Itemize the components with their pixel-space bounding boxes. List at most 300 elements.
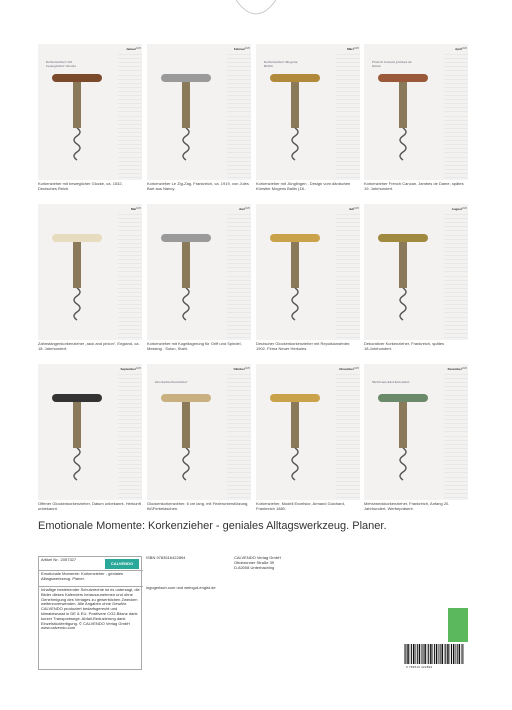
day-line bbox=[227, 161, 251, 162]
day-line bbox=[336, 116, 360, 117]
handwritten-note: French Cancan Jambes de Dame bbox=[372, 60, 412, 68]
day-line bbox=[227, 222, 251, 223]
day-line bbox=[336, 456, 360, 457]
day-line bbox=[227, 284, 251, 285]
legal-text: Inhaltige bestehender Schutzrechte ist es untersagt, die Bilder dieses Kalenders herauszunehmen und ohne Genehmigung des Verlages zu gewerblichen Zwecken weiterzuverwenden. Alle Angaben ohne Gewähr. CALVENDO produziert bedarfsgerecht und klimabewusst in DE & EU. Positivere CO2-Bilanz dank kurzer Transportwege. Abfall-Reduzierung dank Einzelstückfertigung. © CALVENDO Verlag GmbH www.calvendo.com bbox=[41, 587, 140, 631]
day-line bbox=[444, 374, 468, 375]
day-line bbox=[227, 337, 251, 338]
day-line bbox=[336, 214, 360, 215]
day-line bbox=[118, 317, 142, 318]
day-line bbox=[118, 161, 142, 162]
day-line bbox=[336, 399, 360, 400]
month-name: Juli bbox=[348, 207, 354, 211]
day-line bbox=[227, 390, 251, 391]
day-line bbox=[118, 280, 142, 281]
day-line bbox=[444, 173, 468, 174]
month-year: 2025 bbox=[244, 367, 250, 370]
day-line bbox=[336, 66, 360, 67]
day-line bbox=[444, 247, 468, 248]
day-line bbox=[118, 157, 142, 158]
recycle-badge bbox=[448, 608, 468, 642]
day-line bbox=[118, 99, 142, 100]
month-tile bbox=[364, 44, 468, 196]
day-line bbox=[336, 382, 360, 383]
day-line bbox=[118, 296, 142, 297]
day-line bbox=[227, 239, 251, 240]
day-line bbox=[444, 497, 468, 498]
day-line bbox=[336, 288, 360, 289]
day-line bbox=[444, 485, 468, 486]
day-line bbox=[444, 489, 468, 490]
day-line bbox=[444, 79, 468, 80]
day-line bbox=[444, 243, 468, 244]
month-caption: Zahnstangenkorkenzieher „rack and pinion“, England, ca. 18. Jahrhundert. bbox=[38, 341, 140, 351]
day-line bbox=[444, 390, 468, 391]
month-tile bbox=[256, 364, 360, 516]
day-line bbox=[336, 493, 360, 494]
day-line bbox=[227, 124, 251, 125]
day-line bbox=[227, 321, 251, 322]
day-line bbox=[444, 70, 468, 71]
day-line bbox=[336, 103, 360, 104]
day-line bbox=[227, 263, 251, 264]
day-line bbox=[118, 165, 142, 166]
day-line bbox=[118, 407, 142, 408]
day-line bbox=[336, 99, 360, 100]
day-line bbox=[336, 107, 360, 108]
day-line bbox=[227, 165, 251, 166]
day-line bbox=[227, 140, 251, 141]
day-line bbox=[227, 317, 251, 318]
day-line bbox=[336, 374, 360, 375]
day-line bbox=[444, 120, 468, 121]
day-line bbox=[227, 308, 251, 309]
day-line bbox=[227, 144, 251, 145]
day-line bbox=[118, 83, 142, 84]
day-line bbox=[118, 427, 142, 428]
month-year: 2025 bbox=[353, 207, 359, 210]
day-line bbox=[227, 333, 251, 334]
barcode-bar bbox=[461, 644, 462, 664]
day-line bbox=[118, 144, 142, 145]
day-line bbox=[336, 177, 360, 178]
day-line bbox=[227, 99, 251, 100]
day-column bbox=[334, 368, 360, 500]
day-line bbox=[118, 87, 142, 88]
day-line bbox=[118, 415, 142, 416]
barcode-bar bbox=[453, 644, 455, 664]
day-line bbox=[444, 124, 468, 125]
day-line bbox=[444, 419, 468, 420]
day-line bbox=[444, 271, 468, 272]
day-line bbox=[227, 83, 251, 84]
day-line bbox=[336, 378, 360, 379]
day-line bbox=[118, 456, 142, 457]
day-line bbox=[444, 75, 468, 76]
day-line bbox=[336, 239, 360, 240]
day-column bbox=[334, 208, 360, 340]
day-line bbox=[336, 419, 360, 420]
day-line bbox=[227, 247, 251, 248]
day-line bbox=[227, 329, 251, 330]
day-line bbox=[336, 58, 360, 59]
day-line bbox=[336, 218, 360, 219]
month-year: 2025 bbox=[135, 367, 141, 370]
day-line bbox=[444, 103, 468, 104]
day-line bbox=[118, 395, 142, 396]
day-line bbox=[118, 284, 142, 285]
day-line bbox=[227, 148, 251, 149]
day-line bbox=[118, 411, 142, 412]
day-line bbox=[227, 423, 251, 424]
day-line bbox=[227, 378, 251, 379]
month-name: Februar bbox=[233, 47, 245, 51]
day-line bbox=[227, 296, 251, 297]
day-line bbox=[336, 464, 360, 465]
day-line bbox=[118, 436, 142, 437]
day-line bbox=[118, 325, 142, 326]
month-tile bbox=[38, 364, 142, 516]
day-line bbox=[227, 255, 251, 256]
day-line bbox=[444, 304, 468, 305]
day-line bbox=[336, 79, 360, 80]
day-line bbox=[118, 239, 142, 240]
day-line bbox=[336, 481, 360, 482]
barcode-bar bbox=[457, 644, 458, 664]
day-line bbox=[336, 152, 360, 153]
day-line bbox=[227, 58, 251, 59]
day-line bbox=[444, 128, 468, 129]
month-year: 2025 bbox=[135, 47, 141, 50]
day-line bbox=[336, 440, 360, 441]
day-line bbox=[118, 124, 142, 125]
day-line bbox=[227, 427, 251, 428]
day-line bbox=[444, 140, 468, 141]
day-line bbox=[118, 95, 142, 96]
barcode-bar bbox=[455, 644, 456, 664]
day-line bbox=[336, 251, 360, 252]
article-number: Artikel Nr.: 2057327 bbox=[39, 557, 143, 571]
day-line bbox=[336, 271, 360, 272]
day-line bbox=[444, 308, 468, 309]
day-line bbox=[118, 263, 142, 264]
day-line bbox=[336, 62, 360, 63]
day-line bbox=[118, 70, 142, 71]
day-line bbox=[444, 157, 468, 158]
month-year: 2025 bbox=[353, 47, 359, 50]
day-line bbox=[336, 312, 360, 313]
day-line bbox=[118, 226, 142, 227]
day-line bbox=[118, 304, 142, 305]
day-line bbox=[118, 62, 142, 63]
day-line bbox=[336, 95, 360, 96]
barcode-bar bbox=[433, 644, 434, 664]
day-line bbox=[118, 444, 142, 445]
day-line bbox=[444, 288, 468, 289]
day-line bbox=[336, 485, 360, 486]
day-line bbox=[227, 382, 251, 383]
day-line bbox=[118, 214, 142, 215]
day-line bbox=[336, 390, 360, 391]
publisher-name: CALVENDO Verlag GmbH bbox=[234, 555, 281, 560]
day-line bbox=[227, 177, 251, 178]
day-line bbox=[444, 83, 468, 84]
barcode-bar bbox=[438, 644, 439, 664]
day-line bbox=[336, 165, 360, 166]
day-line bbox=[336, 436, 360, 437]
barcode-bar bbox=[417, 644, 418, 664]
day-line bbox=[444, 54, 468, 55]
day-line bbox=[336, 87, 360, 88]
day-line bbox=[118, 440, 142, 441]
day-line bbox=[227, 460, 251, 461]
month-caption: Korkenzieher French Cancan. Jambes de Dame, spätes 19. Jahrhundert. bbox=[364, 181, 464, 191]
day-line bbox=[118, 91, 142, 92]
day-line bbox=[118, 403, 142, 404]
day-line bbox=[444, 284, 468, 285]
day-line bbox=[444, 378, 468, 379]
day-line bbox=[336, 304, 360, 305]
month-name: August bbox=[451, 207, 462, 211]
day-line bbox=[336, 173, 360, 174]
day-line bbox=[336, 128, 360, 129]
day-line bbox=[336, 230, 360, 231]
photographer-url: ingogerlach.com und weingut-engist.de bbox=[146, 585, 216, 590]
day-line bbox=[336, 144, 360, 145]
month-caption: Mehrzweckkorkenzieher, Frankreich, Anfang 20. Jahrhundert, Werbepräsent. bbox=[364, 501, 450, 511]
day-line bbox=[118, 329, 142, 330]
day-column bbox=[225, 368, 251, 500]
calvendo-logo: CALVENDO bbox=[105, 559, 139, 569]
day-line bbox=[227, 395, 251, 396]
day-column bbox=[442, 368, 468, 500]
day-line bbox=[444, 444, 468, 445]
day-line bbox=[227, 436, 251, 437]
day-line bbox=[118, 452, 142, 453]
day-line bbox=[336, 333, 360, 334]
day-line bbox=[118, 235, 142, 236]
day-line bbox=[118, 337, 142, 338]
barcode-bar bbox=[407, 644, 409, 664]
publisher-address bbox=[234, 556, 334, 570]
day-line bbox=[444, 440, 468, 441]
day-line bbox=[444, 144, 468, 145]
day-line bbox=[227, 267, 251, 268]
month-name: Juni bbox=[238, 207, 245, 211]
day-line bbox=[444, 436, 468, 437]
month-tile bbox=[38, 204, 142, 356]
month-tile bbox=[38, 44, 142, 196]
day-line bbox=[444, 280, 468, 281]
day-line bbox=[118, 259, 142, 260]
day-line bbox=[118, 292, 142, 293]
day-line bbox=[118, 386, 142, 387]
day-line bbox=[336, 235, 360, 236]
day-line bbox=[444, 235, 468, 236]
day-line bbox=[444, 452, 468, 453]
day-line bbox=[227, 411, 251, 412]
day-column bbox=[225, 208, 251, 340]
day-line bbox=[118, 267, 142, 268]
barcode-bar bbox=[405, 644, 406, 664]
barcode-bar bbox=[459, 644, 461, 664]
day-line bbox=[336, 317, 360, 318]
barcode-bar bbox=[451, 644, 452, 664]
day-line bbox=[227, 66, 251, 67]
barcode-bar bbox=[419, 644, 421, 664]
month-name: Mai bbox=[130, 207, 136, 211]
day-line bbox=[227, 116, 251, 117]
month-tile bbox=[147, 204, 251, 356]
day-line bbox=[444, 464, 468, 465]
day-line bbox=[336, 452, 360, 453]
day-line bbox=[336, 169, 360, 170]
day-line bbox=[444, 218, 468, 219]
day-line bbox=[336, 460, 360, 461]
barcode-bar bbox=[444, 644, 445, 664]
month-grid bbox=[38, 44, 468, 512]
day-line bbox=[336, 395, 360, 396]
day-line bbox=[227, 87, 251, 88]
day-line bbox=[118, 489, 142, 490]
day-line bbox=[444, 255, 468, 256]
day-line bbox=[227, 157, 251, 158]
day-line bbox=[444, 448, 468, 449]
barcode-bar bbox=[404, 644, 405, 664]
day-line bbox=[336, 403, 360, 404]
month-tile bbox=[256, 44, 360, 196]
month-caption: Offener Glockenkorkenzieher, Datum unbekannt, Herkunft unbekannt. bbox=[38, 501, 141, 511]
day-line bbox=[227, 230, 251, 231]
day-line bbox=[118, 464, 142, 465]
day-line bbox=[227, 493, 251, 494]
day-line bbox=[336, 259, 360, 260]
day-line bbox=[336, 300, 360, 301]
day-line bbox=[118, 75, 142, 76]
day-line bbox=[444, 481, 468, 482]
day-line bbox=[336, 243, 360, 244]
month-caption: Korkenzieher, Modell Excelsior, Armand Guichard, Frankreich 1880. bbox=[256, 501, 345, 511]
day-line bbox=[227, 54, 251, 55]
day-line bbox=[227, 235, 251, 236]
day-line bbox=[118, 448, 142, 449]
day-line bbox=[118, 173, 142, 174]
month-tile bbox=[147, 44, 251, 196]
day-line bbox=[118, 276, 142, 277]
month-caption: Korkenzieher mit Kugellagerung für Griff und Spindel, Messing . Solon, Stahl. bbox=[147, 341, 242, 351]
day-line bbox=[444, 165, 468, 166]
day-line bbox=[336, 255, 360, 256]
day-line bbox=[227, 325, 251, 326]
day-line bbox=[336, 226, 360, 227]
day-line bbox=[444, 267, 468, 268]
day-line bbox=[227, 468, 251, 469]
barcode-bar bbox=[410, 644, 411, 664]
day-line bbox=[444, 317, 468, 318]
day-line bbox=[227, 448, 251, 449]
day-line bbox=[336, 468, 360, 469]
day-line bbox=[118, 107, 142, 108]
month-caption: Glockenkorkenzieher, 6 cm lang, mit Federunterstützung, füßFerbelaschen. bbox=[147, 501, 249, 511]
day-line bbox=[444, 99, 468, 100]
day-line bbox=[444, 399, 468, 400]
day-column bbox=[116, 48, 142, 180]
day-line bbox=[444, 136, 468, 137]
day-line bbox=[444, 300, 468, 301]
day-line bbox=[444, 230, 468, 231]
day-line bbox=[227, 276, 251, 277]
month-year: 2025 bbox=[461, 207, 467, 210]
day-line bbox=[227, 403, 251, 404]
month-tile bbox=[364, 364, 468, 516]
day-line bbox=[118, 312, 142, 313]
day-line bbox=[227, 169, 251, 170]
day-line bbox=[118, 230, 142, 231]
day-line bbox=[118, 460, 142, 461]
day-line bbox=[336, 247, 360, 248]
day-line bbox=[118, 378, 142, 379]
day-line bbox=[227, 136, 251, 137]
day-line bbox=[336, 321, 360, 322]
month-year: 2025 bbox=[244, 207, 250, 210]
day-line bbox=[118, 79, 142, 80]
day-line bbox=[336, 111, 360, 112]
day-line bbox=[336, 415, 360, 416]
day-line bbox=[227, 75, 251, 76]
day-line bbox=[444, 472, 468, 473]
day-line bbox=[444, 263, 468, 264]
day-line bbox=[118, 255, 142, 256]
day-line bbox=[227, 62, 251, 63]
day-line bbox=[444, 411, 468, 412]
day-line bbox=[444, 321, 468, 322]
day-line bbox=[336, 472, 360, 473]
day-line bbox=[336, 280, 360, 281]
day-line bbox=[336, 431, 360, 432]
day-column bbox=[442, 208, 468, 340]
barcode-bar bbox=[411, 644, 412, 664]
day-column bbox=[442, 48, 468, 180]
day-column bbox=[225, 48, 251, 180]
day-line bbox=[336, 337, 360, 338]
day-line bbox=[444, 169, 468, 170]
day-line bbox=[336, 489, 360, 490]
day-line bbox=[444, 329, 468, 330]
day-line bbox=[227, 489, 251, 490]
day-line bbox=[227, 243, 251, 244]
day-line bbox=[118, 321, 142, 322]
month-year: 2025 bbox=[244, 47, 250, 50]
day-line bbox=[227, 386, 251, 387]
day-line bbox=[444, 251, 468, 252]
barcode-bar bbox=[447, 644, 449, 664]
day-column bbox=[116, 208, 142, 340]
day-line bbox=[444, 87, 468, 88]
day-line bbox=[118, 374, 142, 375]
day-line bbox=[444, 460, 468, 461]
barcode-bar bbox=[462, 644, 463, 664]
month-name: April bbox=[455, 47, 462, 51]
month-name: November bbox=[339, 367, 354, 371]
day-line bbox=[444, 58, 468, 59]
day-line bbox=[336, 411, 360, 412]
day-line bbox=[118, 481, 142, 482]
day-line bbox=[444, 91, 468, 92]
day-line bbox=[227, 304, 251, 305]
month-tile bbox=[364, 204, 468, 356]
day-line bbox=[118, 247, 142, 248]
day-column bbox=[334, 48, 360, 180]
